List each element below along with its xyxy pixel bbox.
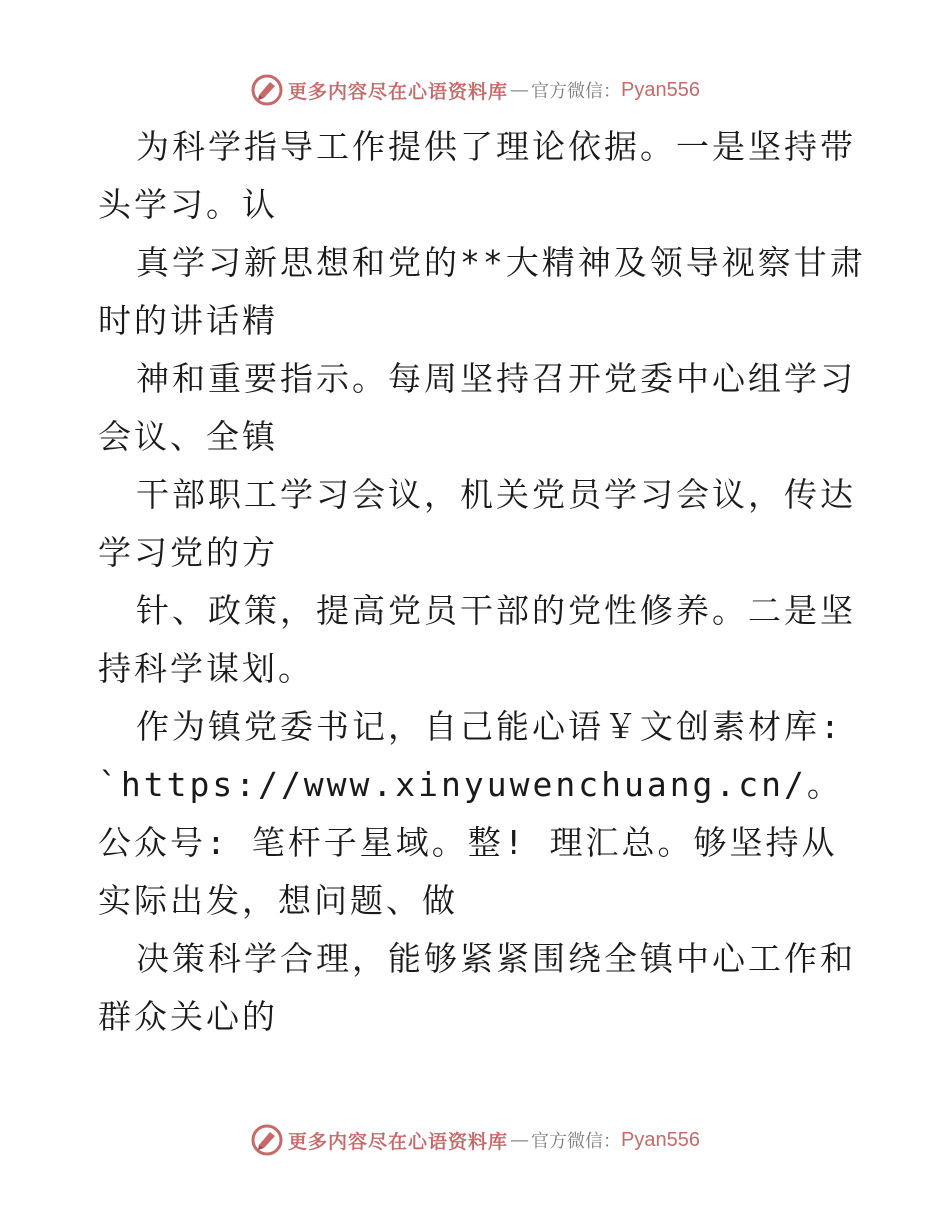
header-title: 更多内容尽在心语资料库 xyxy=(288,80,509,103)
footer-contact-label: 官方微信： xyxy=(531,1131,622,1152)
paragraph-text: 神和重要指示。每周坚持召开党委中心组学习会议、全镇 xyxy=(98,359,856,456)
document-body xyxy=(98,118,868,1046)
footer-contact-id: Pyan556 xyxy=(621,1128,700,1151)
header-banner xyxy=(0,70,950,110)
paragraph xyxy=(98,234,868,350)
paragraph-text: 真学习新思想和党的**大精神及领导视察甘肃时的讲话精 xyxy=(98,243,866,340)
paragraph xyxy=(98,582,868,698)
footer-banner xyxy=(0,1120,950,1160)
paragraph xyxy=(98,118,868,234)
paragraph xyxy=(98,466,868,582)
footer-title: 更多内容尽在心语资料库 xyxy=(288,1130,509,1153)
paragraph-text: 作为镇党委书记，自己能心语￥文创素材库: `https://www.xinyuwenchuang.cn/。公众号: 笔杆子星域。整! 理汇总。够坚持从实际出发，想问题、做 xyxy=(98,707,843,920)
header-contact-label: 官方微信： xyxy=(531,81,622,102)
paragraph-text: 为科学指导工作提供了理论依据。一是坚持带头学习。认 xyxy=(98,127,856,224)
brand-logo-icon xyxy=(250,1123,284,1157)
brand-logo-icon xyxy=(250,73,284,107)
paragraph-text: 决策科学合理，能够紧紧围绕全镇中心工作和群众关心的 xyxy=(98,939,856,1036)
paragraph-text: 针、政策，提高党员干部的党性修养。二是坚持科学谋划。 xyxy=(98,591,856,688)
header-contact-id: Pyan556 xyxy=(621,78,700,101)
header-separator: — xyxy=(510,79,530,101)
paragraph-text: 干部职工学习会议，机关党员学习会议，传达学习党的方 xyxy=(98,475,856,572)
paragraph xyxy=(98,930,868,1046)
paragraph xyxy=(98,350,868,466)
footer-separator: — xyxy=(510,1129,530,1151)
paragraph xyxy=(98,698,868,930)
